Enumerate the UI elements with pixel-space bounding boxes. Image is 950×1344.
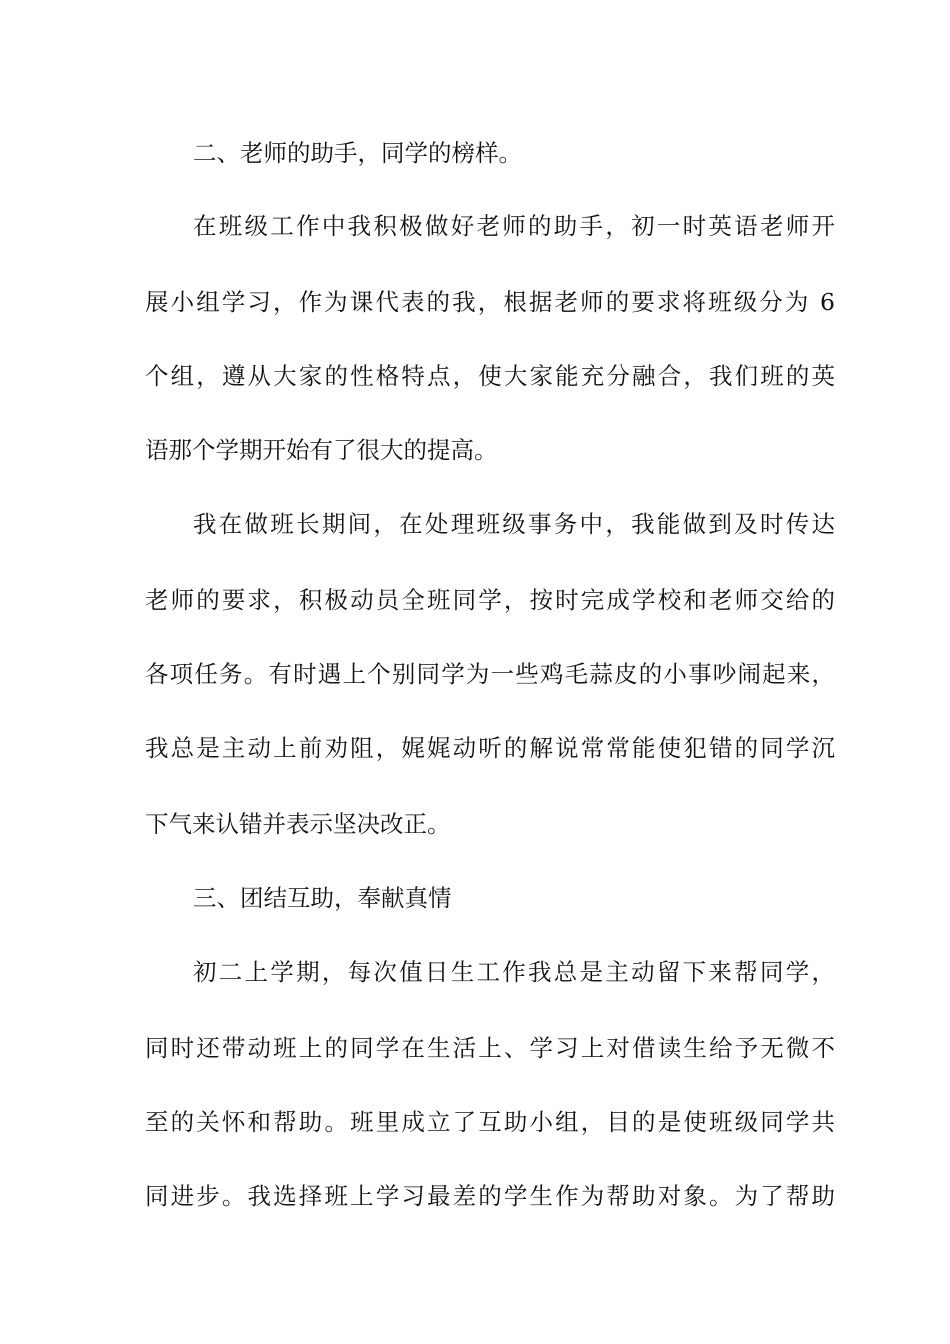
paragraph-line: 同进步。我选择班上学习最差的学生作为帮助对象。为了帮助 (145, 1182, 835, 1210)
paragraph-line: 我在做班长期间，在处理班级事务中，我能做到及时传达 (193, 510, 835, 538)
paragraph-line: 个组，遵从大家的性格特点，使大家能充分融合，我们班的英 (145, 362, 835, 390)
paragraph-line: 语那个学期开始有了很大的提高。 (145, 436, 498, 464)
section-heading-three: 三、团结互助，奉献真情 (193, 884, 452, 912)
paragraph-line: 在班级工作中我积极做好老师的助手，初一时英语老师开 (193, 212, 835, 240)
paragraph-line: 至的关怀和帮助。班里成立了互助小组，目的是使班级同学共 (145, 1108, 835, 1136)
paragraph-line: 我总是主动上前劝阻，娓娓动听的解说常常能使犯错的同学沉 (145, 734, 835, 762)
paragraph-line: 展小组学习，作为课代表的我，根据老师的要求将班级分为 6 (145, 288, 835, 316)
section-heading-two: 二、老师的助手，同学的榜样。 (193, 139, 522, 167)
paragraph-line: 初二上学期，每次值日生工作我总是主动留下来帮同学， (193, 958, 835, 986)
paragraph-line: 同时还带动班上的同学在生活上、学习上对借读生给予无微不 (145, 1034, 835, 1062)
paragraph-line: 下气来认错并表示坚决改正。 (145, 810, 451, 838)
paragraph-line: 老师的要求，积极动员全班同学，按时完成学校和老师交给的 (145, 586, 835, 614)
paragraph-line: 各项任务。有时遇上个别同学为一些鸡毛蒜皮的小事吵闹起来， (145, 660, 835, 688)
